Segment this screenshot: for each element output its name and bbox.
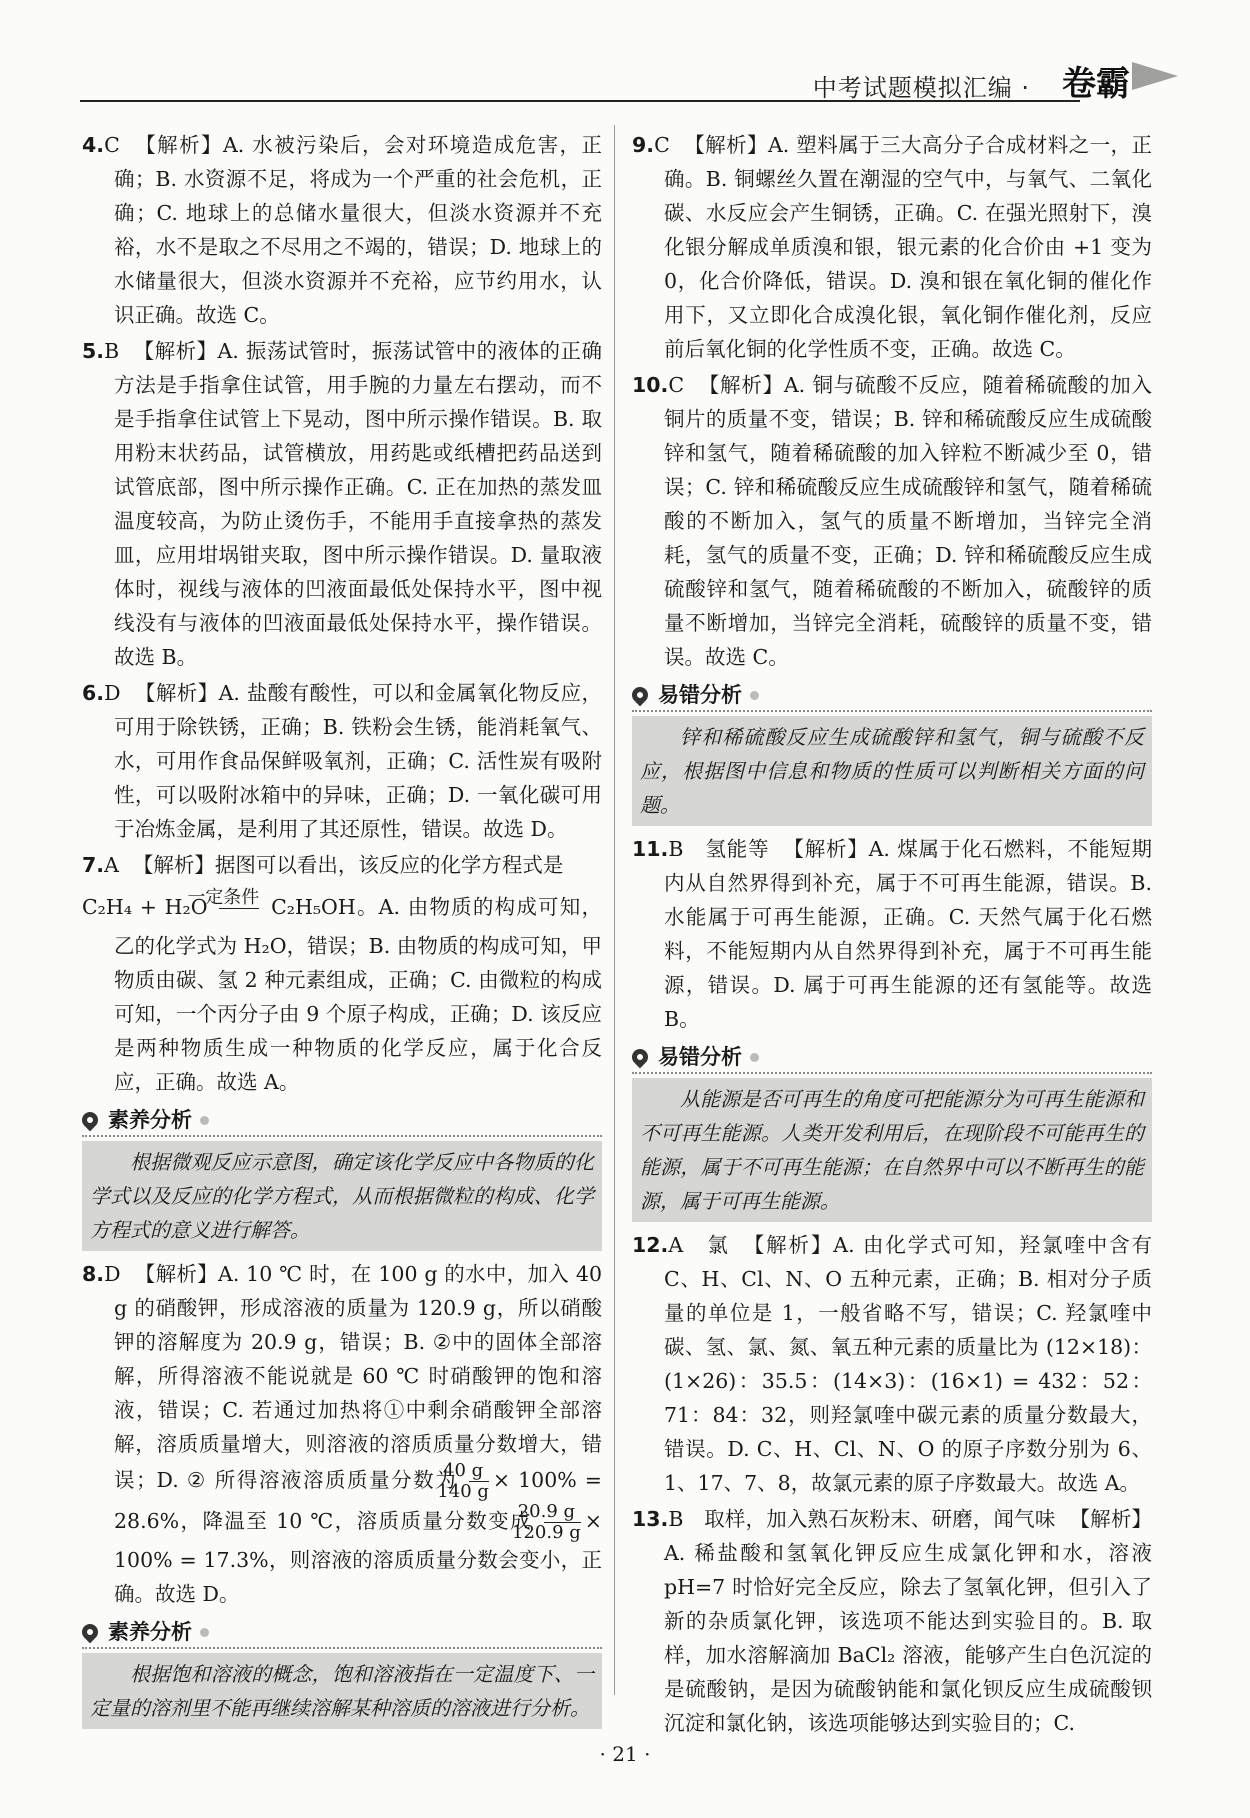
answer-item-8: 8.D 【解析】A. 10 ℃ 时，在 100 g 的水中，加入 40 g 的硝酸钾，形成溶液的质量为 120.9 g，所以硝酸钾的溶解度为 20.9 g，错误；B. ②中的固体全部溶解，所得溶液不能说就是 60 ℃ 时硝酸钾的饱和溶液，错误；C. 若通过加热将①中剩余硝酸钾全部溶解，溶质质量增大，则溶液的溶质质量分数增大，错误；D. ② 所得溶液溶质质量分数为 $\frac{40 g}{140 g}$ × 100% = 28.6%，降温至 10 ℃，溶质质量分数变成 $\frac{20.9 g}{120.9 g}$ × 100% = 17.3%，则溶液的溶质质量分数会变小，正确。故选 D。 xyxy=(82,1262,602,1606)
location-pin-icon xyxy=(79,1109,102,1132)
fraction: $\frac{20.9 g}{120.9 g}$ xyxy=(512,1501,581,1543)
section-title-error: 易错分析 xyxy=(632,1042,1152,1074)
answer-item-9: 9.C 【解析】A. 塑料属于三大高分子合成材料之一，正确。B. 铜螺丝久置在潮湿的空气中，与氧气、二氧化碳、水反应会产生铜锈，正确。C. 在强光照射下，溴化银分解成单质溴和银，银元素的化合价由 +1 变为 0，化合价降低，错误。D. 溴和银在氧化铜的催化作用下，又立即化合成溴化银，氧化铜作催化剂，反应前后氧化铜的化学性质不变，正确。故选 C。 xyxy=(632,133,1152,361)
right-column xyxy=(632,128,1152,1742)
header-title: 中考试题模拟汇编 · xyxy=(812,74,1030,102)
page-number: · 21 · xyxy=(599,1742,651,1766)
answer-item-10: 10.C 【解析】A. 铜与硫酸不反应，随着稀硫酸的加入铜片的质量不变，错误；B. 锌和稀硫酸反应生成硫酸锌和氢气，随着稀硫酸的加入锌粒不断减少至 0，错误；C. 锌和稀硫酸反应生成硫酸锌和氢气，随着稀硫酸的不断加入，氢气的质量不断增加，当锌完全消耗，氢气的质量不变，正确；D. 锌和稀硫酸反应生成硫酸锌和氢气，随着稀硫酸的不断加入，硫酸锌的质量不断增加，当锌完全消耗，硫酸锌的质量不变，错误。故选 C。 xyxy=(632,373,1152,669)
analysis-box: 锌和稀硫酸反应生成硫酸锌和氢气，铜与硫酸不反应，根据图中信息和物质的性质可以判断相关方面的问题。 xyxy=(632,716,1152,826)
reaction-condition: 一定条件 xyxy=(187,887,260,908)
answer-item-12: 12.A 氯 【解析】A. 由化学式可知，羟氯喹中含有 C、H、Cl、N、O 五种元素，正确；B. 相对分子质量的单位是 1，一般省略不写，错误；C. 羟氯喹中碳、氢、氯、氮、氧五种元素的质量比为 (12×18)：(1×26)：35.5：(14×3)：(16×1) = 432：52：71：84：32，则羟氯喹中碳元素的质量分数最大，错误。D. C、H、Cl、N、O 的原子序数分别为 6、1、17、7、8，故氯元素的原子序数最大。故选 A。 xyxy=(632,1233,1152,1495)
column-divider xyxy=(614,125,615,1695)
chemical-equation: C₂H₄ + H₂O 一定条件 C₂H₅OH。A. 由物质的构成可知，乙的化学式为 H₂O，错误；B. 由物质的构成可知，甲物质由碳、氢 2 种元素组成，正确；C. 由微粒的构成可知，一个丙分子由 9 个原子构成，正确；D. 该反应是两种物质生成一种物质的化学反应，属于化合反应，正确。故选 A。 xyxy=(82,887,602,1094)
analysis-box: 根据微观反应示意图，确定该化学反应中各物质的化学式以及反应的化学方程式，从而根据微粒的构成、化学方程式的意义进行解答。 xyxy=(82,1141,602,1251)
left-column xyxy=(82,128,602,1735)
answer-item-13: 13.B 取样，加入熟石灰粉末、研磨，闻气味 【解析】A. 稀盐酸和氢氧化钾反应生成氯化钾和水，溶液 pH=7 时恰好完全反应，除去了氢氧化钾，但引入了新的杂质氯化钾，该选项不能达到实验目的。B. 取样，加水溶解滴加 BaCl₂ 溶液，能够产生白色沉淀的是硫酸钠，是因为硫酸钠能和氯化钡反应生成硫酸钡沉淀和氯化钠，该选项能够达到实验目的；C. xyxy=(632,1507,1152,1735)
page-header xyxy=(0,40,1250,104)
answer-item-6: 6.D 【解析】A. 盐酸有酸性，可以和金属氧化物反应，可用于除铁锈，正确；B. 铁粉会生锈，能消耗氧气、水，可用作食品保鲜吸氧剂，正确；C. 活性炭有吸附性，可以吸附冰箱中的异味，正确；D. 一氧化碳可用于冶炼金属，是利用了其还原性，错误。故选 D。 xyxy=(82,681,602,841)
analysis-box: 从能源是否可再生的角度可把能源分为可再生能源和不可再生能源。人类开发利用后，在现阶段不可能再生的能源，属于不可再生能源；在自然界中可以不断再生的能源，属于可再生能源。 xyxy=(632,1078,1152,1222)
section-title-error: 易错分析 xyxy=(632,680,1152,712)
fraction: $\frac{40 g}{140 g}$ xyxy=(437,1460,489,1502)
header-brand: 卷霸 xyxy=(1062,64,1130,104)
answer-item-11: 11.B 氢能等 【解析】A. 煤属于化石燃料，不能短期内从自然界得到补充，属于不可再生能源，错误。B. 水能属于可再生能源，正确。C. 天然气属于化石燃料，不能短期内从自然界得到补充，属于不可再生能源，错误。D. 属于可再生能源的还有氢能等。故选 B。 xyxy=(632,837,1152,1031)
answer-item-7: 7.A 【解析】据图可以看出，该反应的化学方程式是 C₂H₄ + H₂O 一定条件 C₂H₅OH。A. 由物质的构成可知，乙的化学式为 H₂O，错误；B. 由物质的构成可知，甲物质由碳、氢 2 种元素组成，正确；C. 由微粒的构成可知，一个丙分子由 9 个原子构成，正确；D. 该反应是两种物质生成一种物质的化学反应，属于化合反应，正确。故选 A。 xyxy=(82,848,602,1099)
answer-item-4: 4.C 【解析】A. 水被污染后，会对环境造成危害，正确；B. 水资源不足，将成为一个严重的社会危机，正确；C. 地球上的总储水量很大，但淡水资源并不充裕，水不是取之不尽用之不竭的，错误；D. 地球上的水储量很大，但淡水资源并不充裕，应节约用水，认识正确。故选 C。 xyxy=(82,133,602,327)
answer-item-5: 5.B 【解析】A. 振荡试管时，振荡试管中的液体的正确方法是手指拿住试管，用手腕的力量左右摆动，而不是手指拿住试管上下晃动，图中所示操作错误。B. 取用粉末状药品，试管横放，用药匙或纸槽把药品送到试管底部，图中所示操作正确。C. 正在加热的蒸发皿温度较高，为防止烫伤手，不能用手直接拿热的蒸发皿，应用坩埚钳夹取，图中所示操作错误。D. 量取液体时，视线与液体的凹液面最低处保持水平，图中视线没有与液体的凹液面最低处保持水平，操作错误。故选 B。 xyxy=(82,339,602,669)
section-title-literacy: 素养分析 xyxy=(82,1105,602,1137)
location-pin-icon xyxy=(629,684,652,707)
brand-wing-icon xyxy=(1132,62,1178,90)
location-pin-icon xyxy=(629,1046,652,1069)
section-title-literacy: 素养分析 xyxy=(82,1617,602,1649)
analysis-box: 根据饱和溶液的概念，饱和溶液指在一定温度下、一定量的溶剂里不能再继续溶解某种溶质的溶液进行分析。 xyxy=(82,1653,602,1729)
location-pin-icon xyxy=(79,1621,102,1644)
